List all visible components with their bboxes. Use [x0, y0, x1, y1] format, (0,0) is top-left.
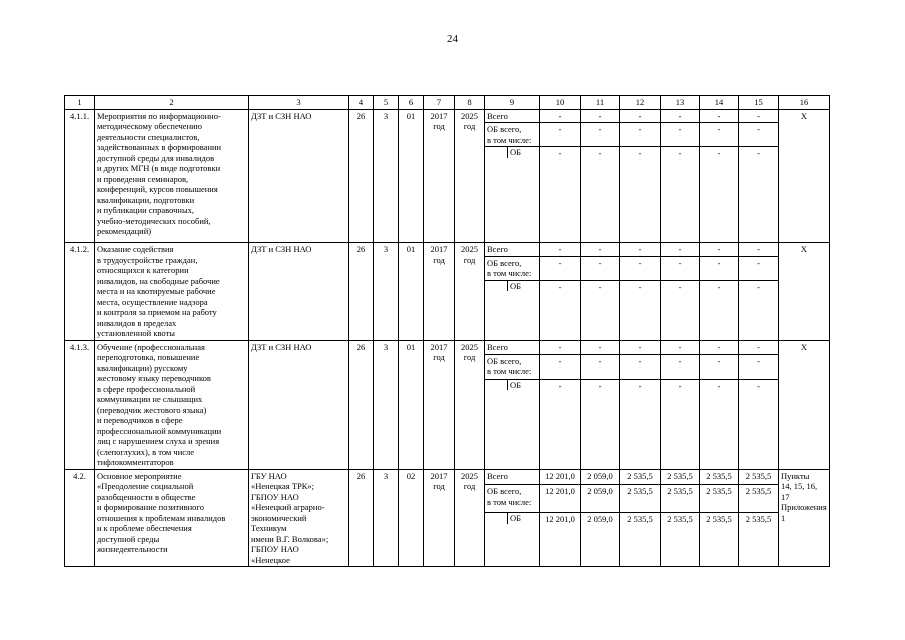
row-note: Пункты 14, 15, 16, 17 Приложения 1	[779, 469, 830, 567]
amount-cell: -	[739, 243, 779, 257]
amount-cell: 2 535,5	[620, 513, 661, 567]
amount-cell: -	[581, 340, 620, 354]
funding-source-label: ОБ	[510, 513, 522, 524]
row-end-year: 2025 год	[455, 109, 485, 243]
amount-cell: -	[739, 256, 779, 280]
amount-cell: 12 201,0	[540, 513, 581, 567]
amount-cell: -	[700, 123, 739, 147]
funding-source-label: ОБ	[510, 147, 522, 157]
row-start-year: 2017 год	[424, 469, 455, 567]
amount-cell: -	[700, 340, 739, 354]
row-number: 4.1.3.	[65, 340, 95, 469]
row-note: Х	[779, 243, 830, 341]
funding-source-total: Всего	[485, 469, 540, 485]
header-cell: 9	[485, 96, 540, 110]
amount-cell: 2 535,5	[700, 485, 739, 513]
header-cell: 7	[424, 96, 455, 110]
amount-cell: -	[661, 256, 700, 280]
amount-cell: -	[620, 256, 661, 280]
row-code-4: 26	[349, 340, 374, 469]
amount-cell: -	[661, 147, 700, 243]
row-code-6: 02	[399, 469, 424, 567]
amount-cell: -	[540, 379, 581, 469]
row-end-year: 2025 год	[455, 340, 485, 469]
row-code-4: 26	[349, 243, 374, 341]
row-description: Оказание содействия в трудоустройстве граждан, относящихся к категории инвалидов, на свободные рабочие места и на квотируемые рабочие места, осуществление надзора и контроля за приемом на работу инвалидов в пределах установленной квоты	[95, 243, 249, 341]
amount-cell: -	[581, 123, 620, 147]
header-cell: 5	[374, 96, 399, 110]
amount-cell: -	[661, 280, 700, 340]
amount-cell: -	[540, 354, 581, 379]
header-cell: 11	[581, 96, 620, 110]
amount-cell: -	[700, 379, 739, 469]
row-executor: ДЗТ и СЗН НАО	[249, 340, 349, 469]
amount-cell: -	[540, 340, 581, 354]
header-cell: 2	[95, 96, 249, 110]
amount-cell: -	[739, 340, 779, 354]
amount-cell: 2 059,0	[581, 469, 620, 485]
funding-source-total: Всего	[485, 109, 540, 123]
row-code-4: 26	[349, 469, 374, 567]
amount-cell: 2 059,0	[581, 513, 620, 567]
row-note: Х	[779, 340, 830, 469]
amount-cell: -	[620, 379, 661, 469]
row-code-4: 26	[349, 109, 374, 243]
amount-cell: 2 535,5	[661, 485, 700, 513]
funding-source-ob	[485, 280, 540, 340]
amount-cell: -	[620, 354, 661, 379]
table-row	[65, 109, 830, 123]
amount-cell: -	[581, 379, 620, 469]
amount-cell: -	[700, 243, 739, 257]
row-code-6: 01	[399, 243, 424, 341]
amount-cell: -	[700, 354, 739, 379]
header-cell: 8	[455, 96, 485, 110]
header-cell: 1	[65, 96, 95, 110]
row-start-year: 2017 год	[424, 109, 455, 243]
row-number: 4.1.1.	[65, 109, 95, 243]
row-number: 4.1.2.	[65, 243, 95, 341]
row-code-5: 3	[374, 109, 399, 243]
program-table	[64, 95, 830, 567]
amount-cell: -	[700, 280, 739, 340]
amount-cell: 2 535,5	[620, 485, 661, 513]
row-code-5: 3	[374, 469, 399, 567]
amount-cell: -	[620, 280, 661, 340]
amount-cell: -	[661, 109, 700, 123]
amount-cell: -	[620, 147, 661, 243]
amount-cell: 12 201,0	[540, 469, 581, 485]
amount-cell: -	[540, 243, 581, 257]
header-cell: 10	[540, 96, 581, 110]
amount-cell: -	[661, 340, 700, 354]
row-note: Х	[779, 109, 830, 243]
amount-cell: -	[581, 354, 620, 379]
table-row	[65, 469, 830, 485]
header-cell: 15	[739, 96, 779, 110]
row-start-year: 2017 год	[424, 243, 455, 341]
amount-cell: -	[661, 354, 700, 379]
row-start-year: 2017 год	[424, 340, 455, 469]
row-executor: ДЗТ и СЗН НАО	[249, 109, 349, 243]
header-row	[65, 96, 830, 110]
amount-cell: -	[739, 123, 779, 147]
row-code-6: 01	[399, 340, 424, 469]
amount-cell: 12 201,0	[540, 485, 581, 513]
amount-cell: -	[581, 243, 620, 257]
funding-source-ob	[485, 379, 540, 469]
page-number: 24	[447, 33, 458, 45]
table-row	[65, 340, 830, 354]
funding-source-ob-total: ОБ всего, в том числе:	[485, 123, 540, 147]
amount-cell: -	[661, 123, 700, 147]
amount-cell: -	[581, 147, 620, 243]
funding-source-total: Всего	[485, 340, 540, 354]
funding-source-ob-total: ОБ всего, в том числе:	[485, 485, 540, 513]
row-description: Обучение (профессиональная переподготовка, повышение квалификации) русскому жестовому языку переводчиков в сфере профессиональной коммуникации не слышащих (переводчик жестового языка) и переводчиков в сфере профессиональной коммуникации лиц с нарушением слуха и зрения (слепоглухих), в том числе тифлокомментаторов	[95, 340, 249, 469]
amount-cell: 2 535,5	[700, 469, 739, 485]
amount-cell: -	[661, 379, 700, 469]
row-executor: ГБУ НАО «Ненецкая ТРК»; ГБПОУ НАО «Ненецкий аграрно- экономический Техникум имени В.Г. Волкова»; ГБПОУ НАО «Ненецкое	[249, 469, 349, 567]
header-cell: 13	[661, 96, 700, 110]
amount-cell: 2 535,5	[739, 513, 779, 567]
funding-source-ob-total: ОБ всего, в том числе:	[485, 256, 540, 280]
amount-cell: -	[739, 354, 779, 379]
amount-cell: -	[620, 340, 661, 354]
amount-cell: -	[540, 147, 581, 243]
amount-cell: -	[540, 123, 581, 147]
amount-cell: -	[540, 280, 581, 340]
funding-source-label: ОБ	[510, 280, 522, 291]
funding-source-ob	[485, 147, 540, 243]
row-end-year: 2025 год	[455, 469, 485, 567]
amount-cell: 2 535,5	[739, 485, 779, 513]
header-cell: 4	[349, 96, 374, 110]
amount-cell: -	[540, 109, 581, 123]
header-cell: 12	[620, 96, 661, 110]
table-row	[65, 243, 830, 257]
row-end-year: 2025 год	[455, 243, 485, 341]
header-cell: 14	[700, 96, 739, 110]
amount-cell: -	[620, 243, 661, 257]
amount-cell: -	[661, 243, 700, 257]
amount-cell: -	[581, 280, 620, 340]
amount-cell: 2 535,5	[620, 469, 661, 485]
funding-source-total: Всего	[485, 243, 540, 257]
amount-cell: -	[700, 147, 739, 243]
amount-cell: 2 535,5	[661, 469, 700, 485]
amount-cell: -	[739, 147, 779, 243]
amount-cell: 2 535,5	[739, 469, 779, 485]
amount-cell: -	[581, 256, 620, 280]
row-description: Основное мероприятие «Преодоление социальной разобщенности в обществе и формирование позитивного отношения к проблемам инвалидов и к проблеме обеспечения доступной среды жизнедеятельности	[95, 469, 249, 567]
row-code-5: 3	[374, 243, 399, 341]
row-executor: ДЗТ и СЗН НАО	[249, 243, 349, 341]
amount-cell: -	[739, 109, 779, 123]
header-cell: 3	[249, 96, 349, 110]
amount-cell: -	[620, 109, 661, 123]
header-cell: 6	[399, 96, 424, 110]
funding-source-ob-total: ОБ всего, в том числе:	[485, 354, 540, 379]
funding-source-ob	[485, 513, 540, 567]
row-number: 4.2.	[65, 469, 95, 567]
amount-cell: -	[739, 379, 779, 469]
amount-cell: 2 535,5	[661, 513, 700, 567]
amount-cell: -	[700, 109, 739, 123]
amount-cell: -	[700, 256, 739, 280]
amount-cell: -	[739, 280, 779, 340]
row-description: Мероприятия по информационно- методическому обеспечению деятельности специалистов, задействованных в формировании доступной среды для инвалидов и других МГН (в виде подготовки и проведения семинаров, конференций, курсов повышения квалификации, подготовки и публикации справочных, учебно-методических пособий, рекомендаций)	[95, 109, 249, 243]
header-cell: 16	[779, 96, 830, 110]
row-code-6: 01	[399, 109, 424, 243]
row-code-5: 3	[374, 340, 399, 469]
amount-cell: -	[620, 123, 661, 147]
funding-source-label: ОБ	[510, 379, 522, 390]
amount-cell: 2 535,5	[700, 513, 739, 567]
amount-cell: -	[581, 109, 620, 123]
amount-cell: 2 059,0	[581, 485, 620, 513]
amount-cell: -	[540, 256, 581, 280]
